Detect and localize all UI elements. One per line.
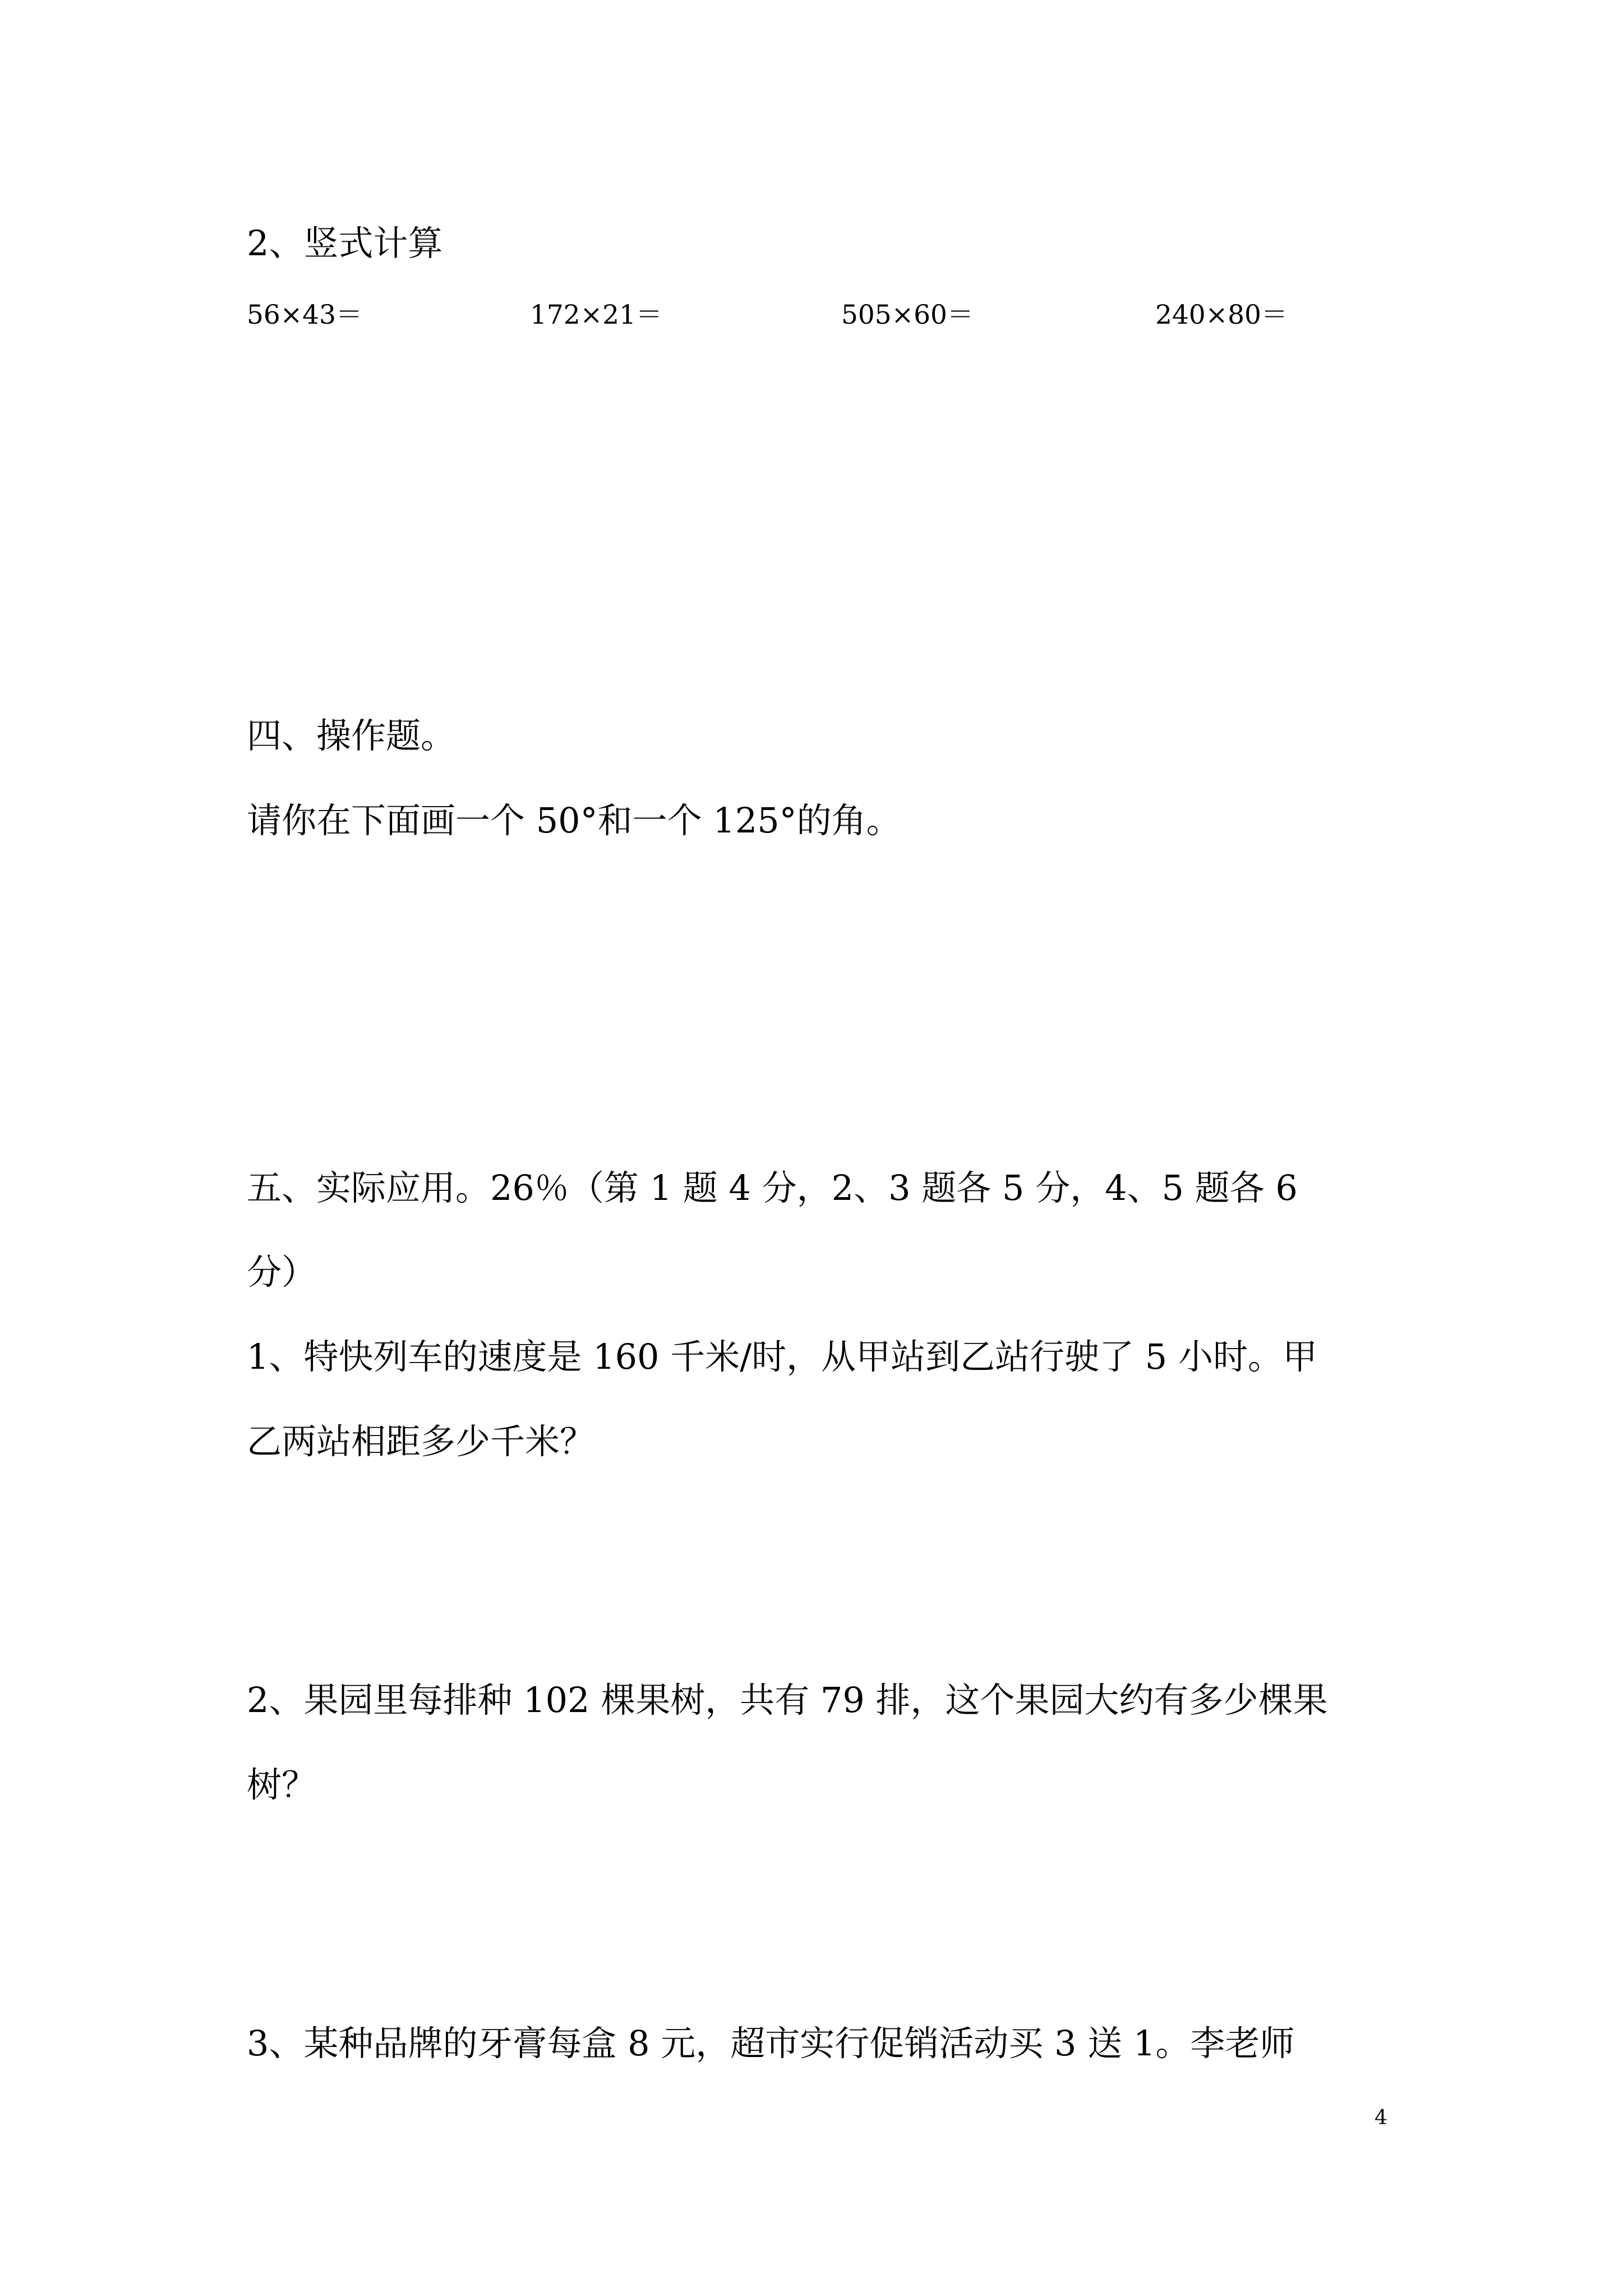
section-5-title-line-1: 五、实际应用。26％（第 1 题 4 分，2、3 题各 5 分，4、5 题各 6 bbox=[247, 1167, 1298, 1208]
question-1-line-2: 乙两站相距多少千米？ bbox=[247, 1421, 595, 1462]
question-1-line-1: 1、特快列车的速度是 160 千米/时，从甲站到乙站行驶了 5 小时。甲 bbox=[247, 1336, 1317, 1377]
calc-item-4: 240×80＝ bbox=[1155, 300, 1288, 330]
section-5-title-line-2: 分） bbox=[247, 1251, 317, 1292]
calc-item-1: 56×43＝ bbox=[247, 300, 362, 330]
calc-item-3: 505×60＝ bbox=[841, 300, 974, 330]
question-3-line-1: 3、某种品牌的牙膏每盒 8 元，超市实行促销活动买 3 送 1。李老师 bbox=[247, 2023, 1295, 2064]
calc-item-2: 172×21＝ bbox=[530, 300, 662, 330]
vertical-calc-heading: 2、竖式计算 bbox=[247, 223, 443, 264]
question-2-line-1: 2、果园里每排种 102 棵果树，共有 79 排，这个果园大约有多少棵果 bbox=[247, 1680, 1328, 1720]
question-2-line-2: 树？ bbox=[247, 1764, 317, 1805]
section-4-title: 四、操作题。 bbox=[247, 715, 456, 756]
page-number: 4 bbox=[1375, 2106, 1387, 2129]
section-4-instruction: 请你在下面画一个 50°和一个 125°的角。 bbox=[247, 800, 901, 841]
